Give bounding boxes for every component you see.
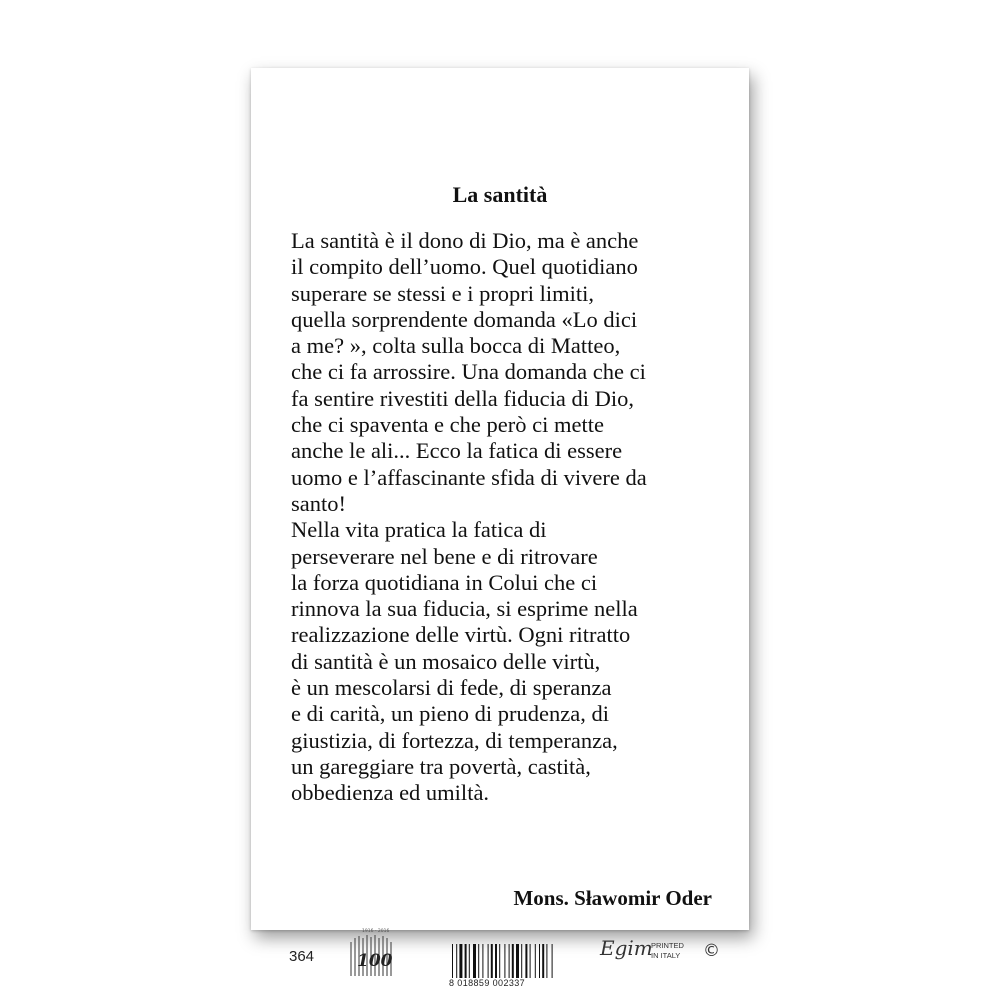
text-line: uomo e l’affascinante sfida di vivere da — [291, 464, 647, 490]
barcode — [451, 944, 563, 978]
anniversary-years: 1916 - 2016 — [362, 929, 390, 934]
text-line: obbedienza ed umiltà. — [291, 780, 490, 806]
anniversary-100-logo — [341, 926, 405, 978]
text-line: rinnova la sua fiducia, si esprime nella — [291, 596, 638, 622]
text-line: che ci spaventa e che però ci mette — [291, 412, 604, 438]
author-signature: Mons. Sławomir Oder — [513, 886, 712, 910]
copyright-icon: © — [703, 941, 720, 961]
text-line: realizzazione delle virtù. Ogni ritratto — [291, 622, 631, 648]
text-line: e di carità, un pieno di prudenza, di — [291, 701, 610, 727]
text-line: che ci fa arrossire. Una domanda che ci — [291, 359, 646, 385]
text-line: un gareggiare tra povertà, castità, — [291, 753, 591, 779]
text-line: giustizia, di fortezza, di temperanza, — [291, 727, 618, 753]
barcode-number: 8 018859 002337 — [449, 978, 526, 988]
product-code: 364 — [289, 948, 315, 965]
text-line: è un mescolarsi di fede, di speranza — [291, 675, 612, 701]
card-title: La santità — [452, 182, 548, 207]
text-line: di santità è un mosaico delle virtù, — [291, 648, 601, 674]
text-line: a me? », colta sulla bocca di Matteo, — [291, 333, 621, 359]
text-line: il compito dell’uomo. Quel quotidiano — [291, 254, 638, 280]
printed-label: PRINTED — [651, 941, 684, 950]
text-line: superare se stessi e i propri limiti, — [291, 280, 595, 306]
anniversary-number: 100 — [357, 951, 393, 971]
text-line: Nella vita pratica la fatica di — [291, 517, 547, 543]
in-italy-label: IN ITALY — [651, 951, 681, 960]
text-line: perseverare nel bene e di ritrovare — [291, 543, 598, 569]
text-line: anche le ali... Ecco la fatica di essere — [291, 438, 623, 464]
text-line: santo! — [291, 490, 346, 516]
text-line: La santità è il dono di Dio, ma è anche — [291, 228, 639, 253]
prayer-text — [291, 228, 731, 807]
printed-in-italy — [651, 941, 684, 961]
text-line: fa sentire rivestiti della fiducia di Dio, — [291, 385, 635, 411]
holy-card-back — [251, 68, 749, 988]
text-line: quella sorprendente domanda «Lo dici — [291, 306, 638, 332]
egim-logo: Egim — [600, 936, 653, 960]
text-line: la forza quotidiana in Colui che ci — [291, 569, 598, 595]
